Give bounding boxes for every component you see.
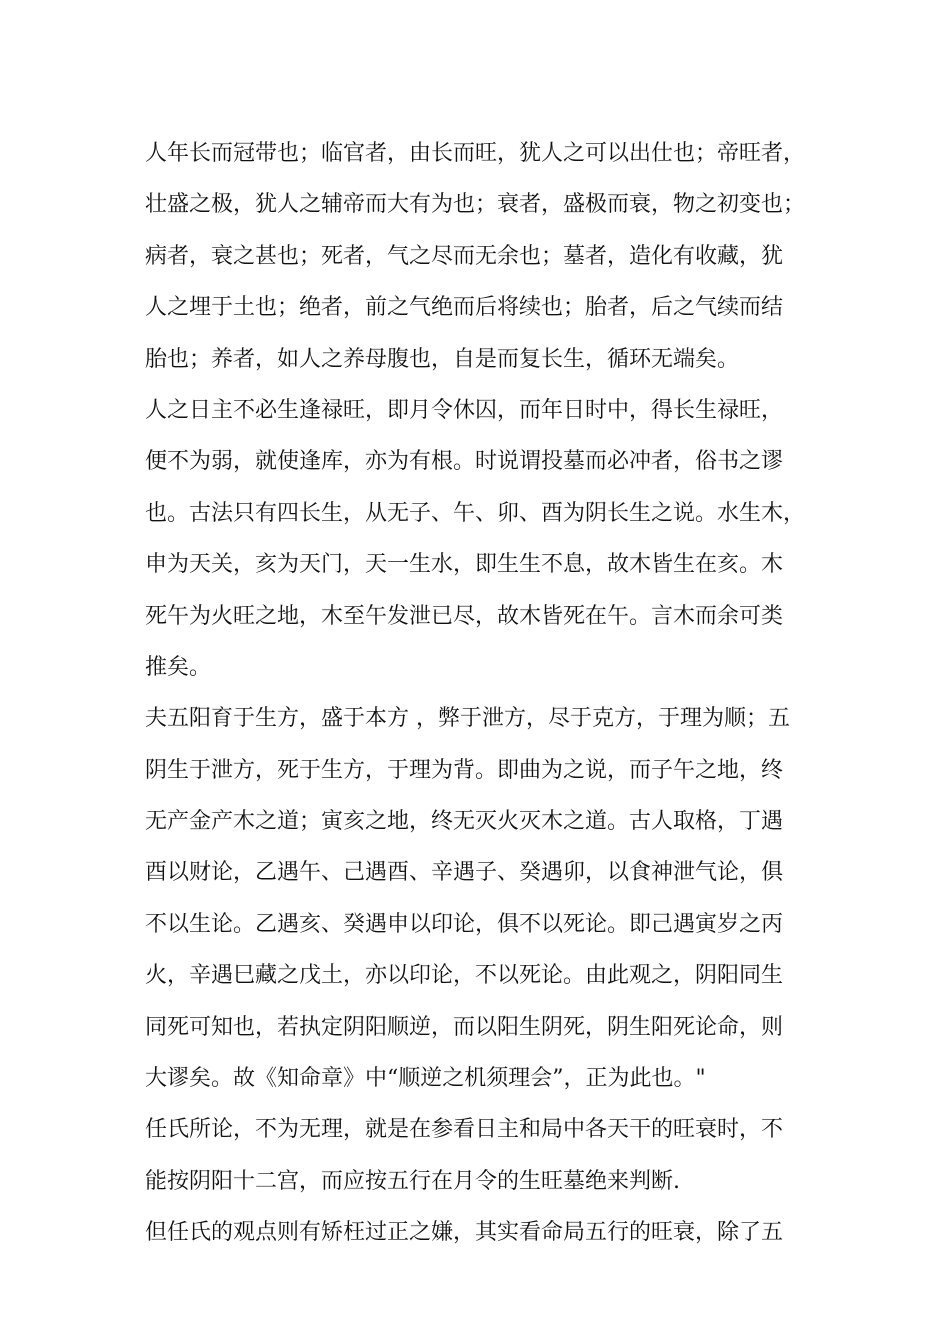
text-line: 同死可知也，若执定阴阳顺逆，而以阳生阴死，阴生阳死论命，则 (145, 1014, 784, 1040)
text-line: 申为天关，亥为天门，天一生水，即生生不息，故木皆生在亥。木 (145, 552, 784, 578)
text-line: 能按阴阳十二宫，而应按五行在月令的生旺墓绝来判断. (145, 1168, 680, 1194)
text-line: 阴生于泄方，死于生方，于理为背。即曲为之说，而子午之地，终 (145, 757, 784, 783)
text-line: 不以生论。乙遇亥、癸遇申以印论，俱不以死论。即己遇寅岁之丙 (145, 911, 784, 937)
text-line: 便不为弱，就使逢库，亦为有根。时说谓投墓而必冲者，俗书之谬 (145, 449, 784, 475)
text-line: 无产金产木之道；寅亥之地，终无灭火灭木之道。古人取格，丁遇 (145, 809, 784, 835)
document-body (145, 128, 810, 1259)
text-line: 也。古法只有四长生，从无子、午、卯、酉为阴长生之说。水生木， (145, 500, 806, 526)
text-line: 酉以财论，乙遇午、己遇酉、辛遇子、癸遇卯，以食神泄气论，俱 (145, 860, 784, 886)
text-line: 死午为火旺之地，木至午发泄已尽，故木皆死在午。言木而余可类 (145, 603, 784, 629)
text-line: 大谬矣。故《知命章》中“顺逆之机须理会”，正为此也。" (145, 1066, 706, 1092)
text-line: 火，辛遇巳藏之戊土，亦以印论，不以死论。由此观之，阴阳同生 (145, 963, 784, 989)
text-line: 病者，衰之甚也；死者，气之尽而无余也；墓者，造化有收藏，犹 (145, 243, 784, 269)
text-line: 壮盛之极，犹人之辅帝而大有为也；衰者，盛极而衰，物之初变也； (145, 192, 806, 218)
text-line: 任氏所论，不为无理，就是在参看日主和局中各天干的旺衰时，不 (145, 1117, 784, 1143)
text-line: 人之日主不必生逢禄旺，即月令休囚，而年日时中，得长生禄旺， (145, 397, 784, 423)
text-line: 胎也；养者，如人之养母腹也，自是而复长生，循环无端矣。 (145, 346, 740, 372)
text-line: 夫五阳育于生方，盛于本方 ，弊于泄方，尽于克方，于理为顺；五 (145, 706, 790, 732)
text-line: 推矣。 (145, 654, 212, 680)
text-line: 人之埋于土也；绝者，前之气绝而后将续也；胎者，后之气续而结 (145, 295, 784, 321)
text-line: 但任氏的观点则有矫枉过正之嫌，其实看命局五行的旺衰，除了五 (145, 1220, 784, 1246)
text-line: 人年长而冠带也；临官者，由长而旺，犹人之可以出仕也；帝旺者， (145, 141, 806, 166)
